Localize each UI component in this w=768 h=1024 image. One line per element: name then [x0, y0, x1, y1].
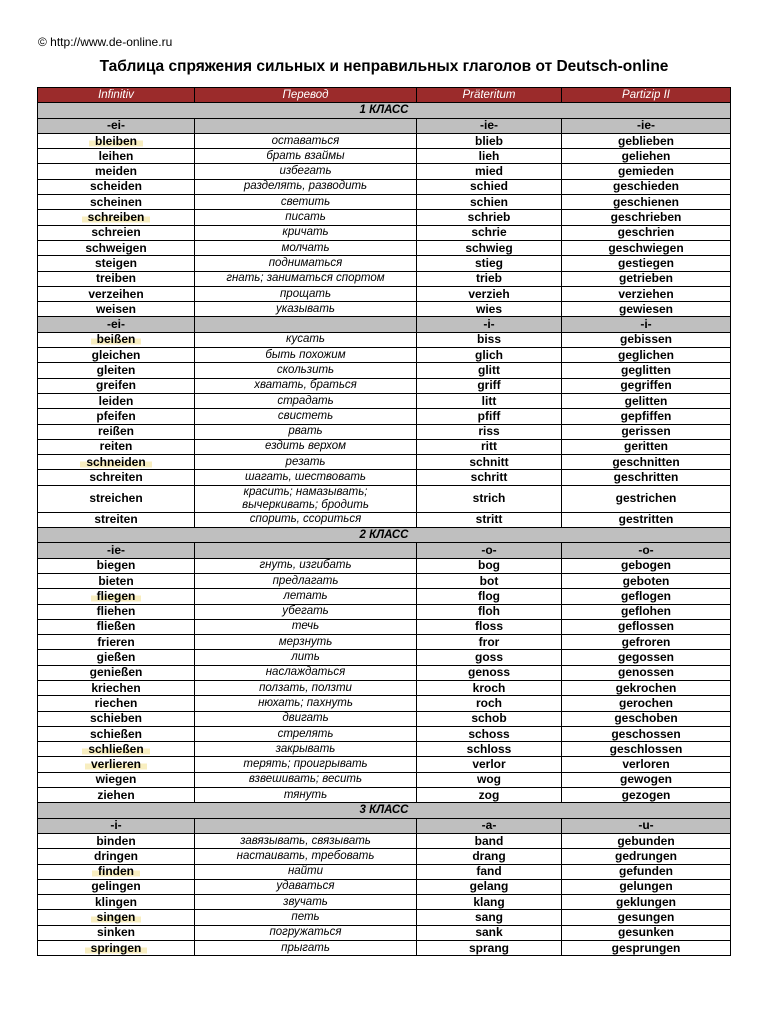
partizip-cell: gepfiffen — [562, 409, 731, 424]
infinitiv-cell: ziehen — [38, 788, 195, 803]
infinitiv-cell: schreien — [38, 225, 195, 240]
prateritum-cell: schritt — [417, 470, 562, 485]
vowel-pattern-cell: -ie- — [417, 118, 562, 133]
translation-cell: гнуть, изгибать — [195, 558, 417, 573]
prateritum-cell: klang — [417, 895, 562, 910]
column-header-prateritum: Präteritum — [417, 88, 562, 103]
table-row — [38, 941, 731, 956]
infinitiv-cell: dringen — [38, 849, 195, 864]
translation-cell: молчать — [195, 240, 417, 255]
translation-cell: спорить, ссориться — [195, 512, 417, 527]
infinitiv-cell: bieten — [38, 573, 195, 588]
prateritum-cell: schloss — [417, 742, 562, 757]
translation-cell: течь — [195, 619, 417, 634]
partizip-cell: geschnitten — [562, 455, 731, 470]
prateritum-cell: flog — [417, 589, 562, 604]
infinitiv-cell: streichen — [38, 485, 195, 512]
vowel-pattern-cell — [195, 317, 417, 332]
infinitiv-cell: treiben — [38, 271, 195, 286]
vowel-pattern-cell: -i- — [417, 317, 562, 332]
vowel-pattern-cell: -ie- — [562, 118, 731, 133]
highlighted-verb: beißen — [91, 332, 142, 346]
prateritum-cell: glitt — [417, 363, 562, 378]
prateritum-cell: floss — [417, 619, 562, 634]
highlighted-verb: fliegen — [91, 589, 142, 603]
vowel-pattern-cell: -ie- — [38, 543, 195, 558]
infinitiv-cell: schießen — [38, 726, 195, 741]
partizip-cell: gestrichen — [562, 485, 731, 512]
prateritum-cell: glich — [417, 348, 562, 363]
partizip-cell: verziehen — [562, 286, 731, 301]
table-row — [38, 256, 731, 271]
infinitiv-cell — [38, 941, 195, 956]
prateritum-cell: kroch — [417, 680, 562, 695]
infinitiv-cell — [38, 589, 195, 604]
section-row — [38, 103, 731, 118]
translation-cell: свистеть — [195, 409, 417, 424]
partizip-cell: geschrieben — [562, 210, 731, 225]
translation-cell: быть похожим — [195, 348, 417, 363]
prateritum-cell: schnitt — [417, 455, 562, 470]
table-row — [38, 439, 731, 454]
vowel-pattern-cell — [195, 818, 417, 833]
translation-cell: мерзнуть — [195, 635, 417, 650]
table-row — [38, 864, 731, 879]
table-row — [38, 925, 731, 940]
translation-cell: резать — [195, 455, 417, 470]
infinitiv-cell: scheinen — [38, 195, 195, 210]
translation-line: вычеркивать; бродить — [242, 498, 369, 511]
translation-cell — [195, 485, 417, 512]
prateritum-cell: sprang — [417, 941, 562, 956]
table-row — [38, 833, 731, 848]
partizip-cell: geschritten — [562, 470, 731, 485]
section-row — [38, 803, 731, 818]
table-row — [38, 772, 731, 787]
column-header-infinitiv: Infinitiv — [38, 88, 195, 103]
table-row — [38, 696, 731, 711]
translation-cell: гнать; заниматься спортом — [195, 271, 417, 286]
prateritum-cell: sang — [417, 910, 562, 925]
infinitiv-cell: binden — [38, 833, 195, 848]
partizip-cell: genossen — [562, 665, 731, 680]
prateritum-cell: genoss — [417, 665, 562, 680]
translation-cell: предлагать — [195, 573, 417, 588]
prateritum-cell: riss — [417, 424, 562, 439]
translation-cell: писать — [195, 210, 417, 225]
table-row — [38, 910, 731, 925]
translation-cell: страдать — [195, 393, 417, 408]
table-row — [38, 711, 731, 726]
partizip-cell: gewogen — [562, 772, 731, 787]
table-row — [38, 742, 731, 757]
table-row — [38, 665, 731, 680]
partizip-cell: gerochen — [562, 696, 731, 711]
section-label: 2 КЛАСС — [38, 528, 731, 543]
table-row — [38, 558, 731, 573]
table-row — [38, 179, 731, 194]
partizip-cell: geliehen — [562, 149, 731, 164]
translation-line: красить; намазывать; — [243, 485, 368, 498]
table-row — [38, 195, 731, 210]
partizip-cell: gebunden — [562, 833, 731, 848]
infinitiv-cell: frieren — [38, 635, 195, 650]
partizip-cell: gesungen — [562, 910, 731, 925]
prateritum-cell: fror — [417, 635, 562, 650]
infinitiv-cell: steigen — [38, 256, 195, 271]
vowel-pattern-cell: -o- — [417, 543, 562, 558]
partizip-cell: gebogen — [562, 558, 731, 573]
partizip-cell: gerissen — [562, 424, 731, 439]
translation-cell: брать взаймы — [195, 149, 417, 164]
translation-cell: подниматься — [195, 256, 417, 271]
infinitiv-cell: riechen — [38, 696, 195, 711]
partizip-cell: geblieben — [562, 133, 731, 148]
partizip-cell: geschlossen — [562, 742, 731, 757]
site-url: © http://www.de-online.ru — [38, 35, 173, 49]
infinitiv-cell: wiegen — [38, 772, 195, 787]
table-header-row — [38, 88, 731, 103]
prateritum-cell: goss — [417, 650, 562, 665]
translation-cell: рвать — [195, 424, 417, 439]
table-row — [38, 726, 731, 741]
translation-cell: стрелять — [195, 726, 417, 741]
translation-cell: ездить верхом — [195, 439, 417, 454]
partizip-cell: gezogen — [562, 788, 731, 803]
table-row — [38, 240, 731, 255]
prateritum-cell: pfiff — [417, 409, 562, 424]
translation-cell: погружаться — [195, 925, 417, 940]
translation-cell: оставаться — [195, 133, 417, 148]
infinitiv-cell: genießen — [38, 665, 195, 680]
highlighted-verb: schließen — [82, 742, 149, 756]
partizip-cell: geschienen — [562, 195, 731, 210]
partizip-cell: geklungen — [562, 895, 731, 910]
translation-cell: ползать, ползти — [195, 680, 417, 695]
prateritum-cell: fand — [417, 864, 562, 879]
table-row — [38, 348, 731, 363]
partizip-cell: gekrochen — [562, 680, 731, 695]
prateritum-cell: schied — [417, 179, 562, 194]
partizip-cell: gewiesen — [562, 302, 731, 317]
prateritum-cell: schwieg — [417, 240, 562, 255]
infinitiv-cell: weisen — [38, 302, 195, 317]
table-row — [38, 424, 731, 439]
translation-cell: найти — [195, 864, 417, 879]
partizip-cell: gestritten — [562, 512, 731, 527]
infinitiv-cell — [38, 332, 195, 347]
highlighted-verb: bleiben — [89, 134, 143, 148]
translation-cell: кусать — [195, 332, 417, 347]
section-row — [38, 528, 731, 543]
table-row — [38, 757, 731, 772]
partizip-cell: geschoben — [562, 711, 731, 726]
translation-cell: петь — [195, 910, 417, 925]
partizip-cell: geflossen — [562, 619, 731, 634]
translation-cell: указывать — [195, 302, 417, 317]
translation-cell: удаваться — [195, 879, 417, 894]
prateritum-cell: verzieh — [417, 286, 562, 301]
partizip-cell: verloren — [562, 757, 731, 772]
infinitiv-cell: gießen — [38, 650, 195, 665]
table-row — [38, 455, 731, 470]
partizip-cell: getrieben — [562, 271, 731, 286]
vowel-pattern-cell: -o- — [562, 543, 731, 558]
vowel-pattern-cell: -a- — [417, 818, 562, 833]
prateritum-cell: drang — [417, 849, 562, 864]
vowel-pattern-row — [38, 118, 731, 133]
highlighted-verb: verlieren — [85, 757, 147, 771]
vowel-pattern-row — [38, 317, 731, 332]
translation-cell: двигать — [195, 711, 417, 726]
infinitiv-cell — [38, 864, 195, 879]
infinitiv-cell: pfeifen — [38, 409, 195, 424]
column-header-partizip: Partizip II — [562, 88, 731, 103]
infinitiv-cell: biegen — [38, 558, 195, 573]
partizip-cell: gegossen — [562, 650, 731, 665]
infinitiv-cell: kriechen — [38, 680, 195, 695]
infinitiv-cell: leihen — [38, 149, 195, 164]
partizip-cell: geschieden — [562, 179, 731, 194]
prateritum-cell: schrie — [417, 225, 562, 240]
infinitiv-cell: reißen — [38, 424, 195, 439]
partizip-cell: geglitten — [562, 363, 731, 378]
vowel-pattern-cell: -ei- — [38, 317, 195, 332]
translation-cell: тянуть — [195, 788, 417, 803]
highlighted-verb: schneiden — [80, 455, 151, 469]
table-row — [38, 879, 731, 894]
table-row — [38, 164, 731, 179]
vowel-pattern-cell: -u- — [562, 818, 731, 833]
infinitiv-cell: meiden — [38, 164, 195, 179]
vowel-pattern-cell: -ei- — [38, 118, 195, 133]
infinitiv-cell: verzeihen — [38, 286, 195, 301]
prateritum-cell: verlor — [417, 757, 562, 772]
partizip-cell: gedrungen — [562, 849, 731, 864]
translation-cell: взвешивать; весить — [195, 772, 417, 787]
partizip-cell: gegriffen — [562, 378, 731, 393]
table-row — [38, 470, 731, 485]
translation-cell: разделять, разводить — [195, 179, 417, 194]
table-row — [38, 149, 731, 164]
prateritum-cell: stieg — [417, 256, 562, 271]
vowel-pattern-row — [38, 818, 731, 833]
partizip-cell: geschossen — [562, 726, 731, 741]
infinitiv-cell: schreiten — [38, 470, 195, 485]
partizip-cell: gemieden — [562, 164, 731, 179]
translation-cell: прощать — [195, 286, 417, 301]
infinitiv-cell — [38, 742, 195, 757]
prateritum-cell: litt — [417, 393, 562, 408]
partizip-cell: gefroren — [562, 635, 731, 650]
translation-cell: светить — [195, 195, 417, 210]
vowel-pattern-cell — [195, 543, 417, 558]
translation-cell: нюхать; пахнуть — [195, 696, 417, 711]
prateritum-cell: bog — [417, 558, 562, 573]
partizip-cell: gebissen — [562, 332, 731, 347]
prateritum-cell: ritt — [417, 439, 562, 454]
translation-cell: терять; проигрывать — [195, 757, 417, 772]
prateritum-cell: floh — [417, 604, 562, 619]
translation-cell: шагать, шествовать — [195, 470, 417, 485]
prateritum-cell: schoss — [417, 726, 562, 741]
highlighted-verb: schreiben — [82, 210, 151, 224]
translation-cell: звучать — [195, 895, 417, 910]
table-row — [38, 378, 731, 393]
prateritum-cell: band — [417, 833, 562, 848]
prateritum-cell: wog — [417, 772, 562, 787]
partizip-cell: gestiegen — [562, 256, 731, 271]
table-row — [38, 363, 731, 378]
table-row — [38, 210, 731, 225]
table-row — [38, 409, 731, 424]
table-row — [38, 604, 731, 619]
translation-cell: летать — [195, 589, 417, 604]
prateritum-cell: griff — [417, 378, 562, 393]
prateritum-cell: wies — [417, 302, 562, 317]
prateritum-cell: strich — [417, 485, 562, 512]
prateritum-cell: schob — [417, 711, 562, 726]
partizip-cell: geflogen — [562, 589, 731, 604]
table-row — [38, 650, 731, 665]
translation-cell: скользить — [195, 363, 417, 378]
infinitiv-cell: greifen — [38, 378, 195, 393]
table-row — [38, 895, 731, 910]
infinitiv-cell: schweigen — [38, 240, 195, 255]
prateritum-cell: mied — [417, 164, 562, 179]
highlighted-verb: finden — [92, 864, 140, 878]
infinitiv-cell: scheiden — [38, 179, 195, 194]
prateritum-cell: sank — [417, 925, 562, 940]
table-row — [38, 680, 731, 695]
translation-cell: закрывать — [195, 742, 417, 757]
partizip-cell: geritten — [562, 439, 731, 454]
infinitiv-cell: streiten — [38, 512, 195, 527]
prateritum-cell: roch — [417, 696, 562, 711]
partizip-cell: geschrien — [562, 225, 731, 240]
table-row — [38, 225, 731, 240]
infinitiv-cell — [38, 757, 195, 772]
prateritum-cell: zog — [417, 788, 562, 803]
prateritum-cell: lieh — [417, 149, 562, 164]
table-row — [38, 133, 731, 148]
infinitiv-cell: gelingen — [38, 879, 195, 894]
table-row — [38, 286, 731, 301]
translation-cell: избегать — [195, 164, 417, 179]
infinitiv-cell: fließen — [38, 619, 195, 634]
prateritum-cell: trieb — [417, 271, 562, 286]
translation-cell: прыгать — [195, 941, 417, 956]
partizip-cell: gesprungen — [562, 941, 731, 956]
translation-cell: убегать — [195, 604, 417, 619]
table-row — [38, 302, 731, 317]
table-row — [38, 619, 731, 634]
table-row — [38, 393, 731, 408]
table-row — [38, 589, 731, 604]
table-row — [38, 573, 731, 588]
translation-cell: завязывать, связывать — [195, 833, 417, 848]
translation-cell: настаивать, требовать — [195, 849, 417, 864]
table-row — [38, 485, 731, 512]
table-row — [38, 271, 731, 286]
infinitiv-cell: fliehen — [38, 604, 195, 619]
partizip-cell: geflohen — [562, 604, 731, 619]
partizip-cell: geschwiegen — [562, 240, 731, 255]
vowel-pattern-cell: -i- — [562, 317, 731, 332]
verb-table — [37, 87, 731, 956]
partizip-cell: gelungen — [562, 879, 731, 894]
translation-cell: наслаждаться — [195, 665, 417, 680]
vowel-pattern-row — [38, 543, 731, 558]
infinitiv-cell — [38, 210, 195, 225]
infinitiv-cell: sinken — [38, 925, 195, 940]
partizip-cell: gesunken — [562, 925, 731, 940]
highlighted-verb: springen — [85, 941, 148, 955]
vowel-pattern-cell: -i- — [38, 818, 195, 833]
table-row — [38, 332, 731, 347]
infinitiv-cell: gleiten — [38, 363, 195, 378]
prateritum-cell: blieb — [417, 133, 562, 148]
page-title: Таблица спряжения сильных и неправильных глаголов от Deutsch-online — [99, 58, 669, 75]
translation-cell: хватать, браться — [195, 378, 417, 393]
prateritum-cell: gelang — [417, 879, 562, 894]
infinitiv-cell: reiten — [38, 439, 195, 454]
partizip-cell: gefunden — [562, 864, 731, 879]
section-label: 3 КЛАСС — [38, 803, 731, 818]
infinitiv-cell: leiden — [38, 393, 195, 408]
prateritum-cell: schien — [417, 195, 562, 210]
infinitiv-cell — [38, 910, 195, 925]
partizip-cell: geboten — [562, 573, 731, 588]
partizip-cell: gelitten — [562, 393, 731, 408]
infinitiv-cell — [38, 455, 195, 470]
infinitiv-cell: gleichen — [38, 348, 195, 363]
prateritum-cell: schrieb — [417, 210, 562, 225]
translation-cell: лить — [195, 650, 417, 665]
highlighted-verb: singen — [91, 910, 142, 924]
column-header-translation: Перевод — [195, 88, 417, 103]
table-row — [38, 635, 731, 650]
infinitiv-cell: schieben — [38, 711, 195, 726]
infinitiv-cell: klingen — [38, 895, 195, 910]
vowel-pattern-cell — [195, 118, 417, 133]
table-row — [38, 512, 731, 527]
translation-cell: кричать — [195, 225, 417, 240]
partizip-cell: geglichen — [562, 348, 731, 363]
table-row — [38, 788, 731, 803]
section-label: 1 КЛАСС — [38, 103, 731, 118]
infinitiv-cell — [38, 133, 195, 148]
prateritum-cell: bot — [417, 573, 562, 588]
prateritum-cell: biss — [417, 332, 562, 347]
prateritum-cell: stritt — [417, 512, 562, 527]
verb-table-body — [38, 103, 731, 956]
table-row — [38, 849, 731, 864]
